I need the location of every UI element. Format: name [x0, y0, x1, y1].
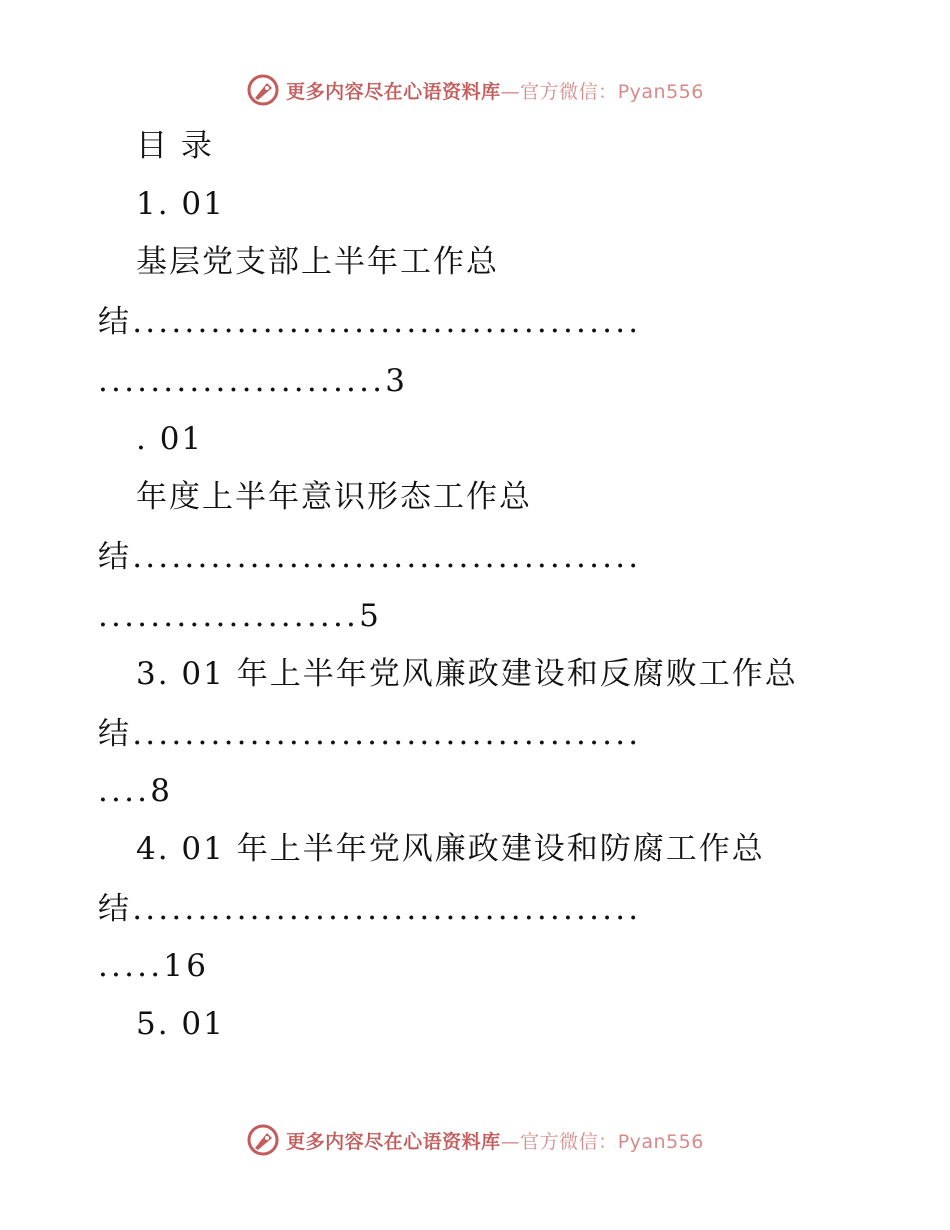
toc-line: 4. 01 年上半年党风廉政建设和防腐工作总 [136, 831, 765, 867]
toc-line: 5. 01 [136, 1006, 225, 1042]
pen-nib-circle-icon [246, 73, 280, 107]
toc-leader-line: ......................3 [98, 363, 409, 399]
banner-wechat-id: Pyan556 [617, 80, 704, 103]
toc-line: 年度上半年意识形态工作总 [136, 479, 532, 515]
banner-wechat-label: 官方微信： [520, 1130, 618, 1153]
toc-line: 1. 01 [136, 186, 225, 222]
banner-text [286, 77, 704, 104]
toc-line: 基层党支部上半年工作总 [136, 244, 499, 280]
toc-leader-line: 结....................................... [98, 304, 642, 340]
footer-watermark-banner [0, 1120, 950, 1160]
banner-site-name: 更多内容尽在心语资料库 [286, 1130, 501, 1153]
pen-nib-circle-icon [246, 1123, 280, 1157]
banner-wechat-label: 官方微信： [520, 80, 618, 103]
banner-dash: — [500, 80, 521, 103]
toc-leader-line: 结....................................... [98, 539, 642, 575]
header-watermark-banner [0, 70, 950, 110]
toc-leader-line: ....................5 [98, 598, 383, 634]
banner-text [286, 1127, 704, 1154]
banner-dash: — [500, 1130, 521, 1153]
toc-leader-line: 结....................................... [98, 716, 642, 752]
banner-wechat-id: Pyan556 [617, 1130, 704, 1153]
toc-line: 3. 01 年上半年党风廉政建设和反腐败工作总 [136, 656, 798, 692]
toc-heading: 目 录 [136, 128, 214, 164]
toc-leader-line: .....16 [98, 948, 210, 984]
toc-line: . 01 [136, 421, 204, 457]
banner-site-name: 更多内容尽在心语资料库 [286, 80, 501, 103]
toc-leader-line: ....8 [98, 773, 174, 809]
toc-leader-line: 结....................................... [98, 891, 642, 927]
